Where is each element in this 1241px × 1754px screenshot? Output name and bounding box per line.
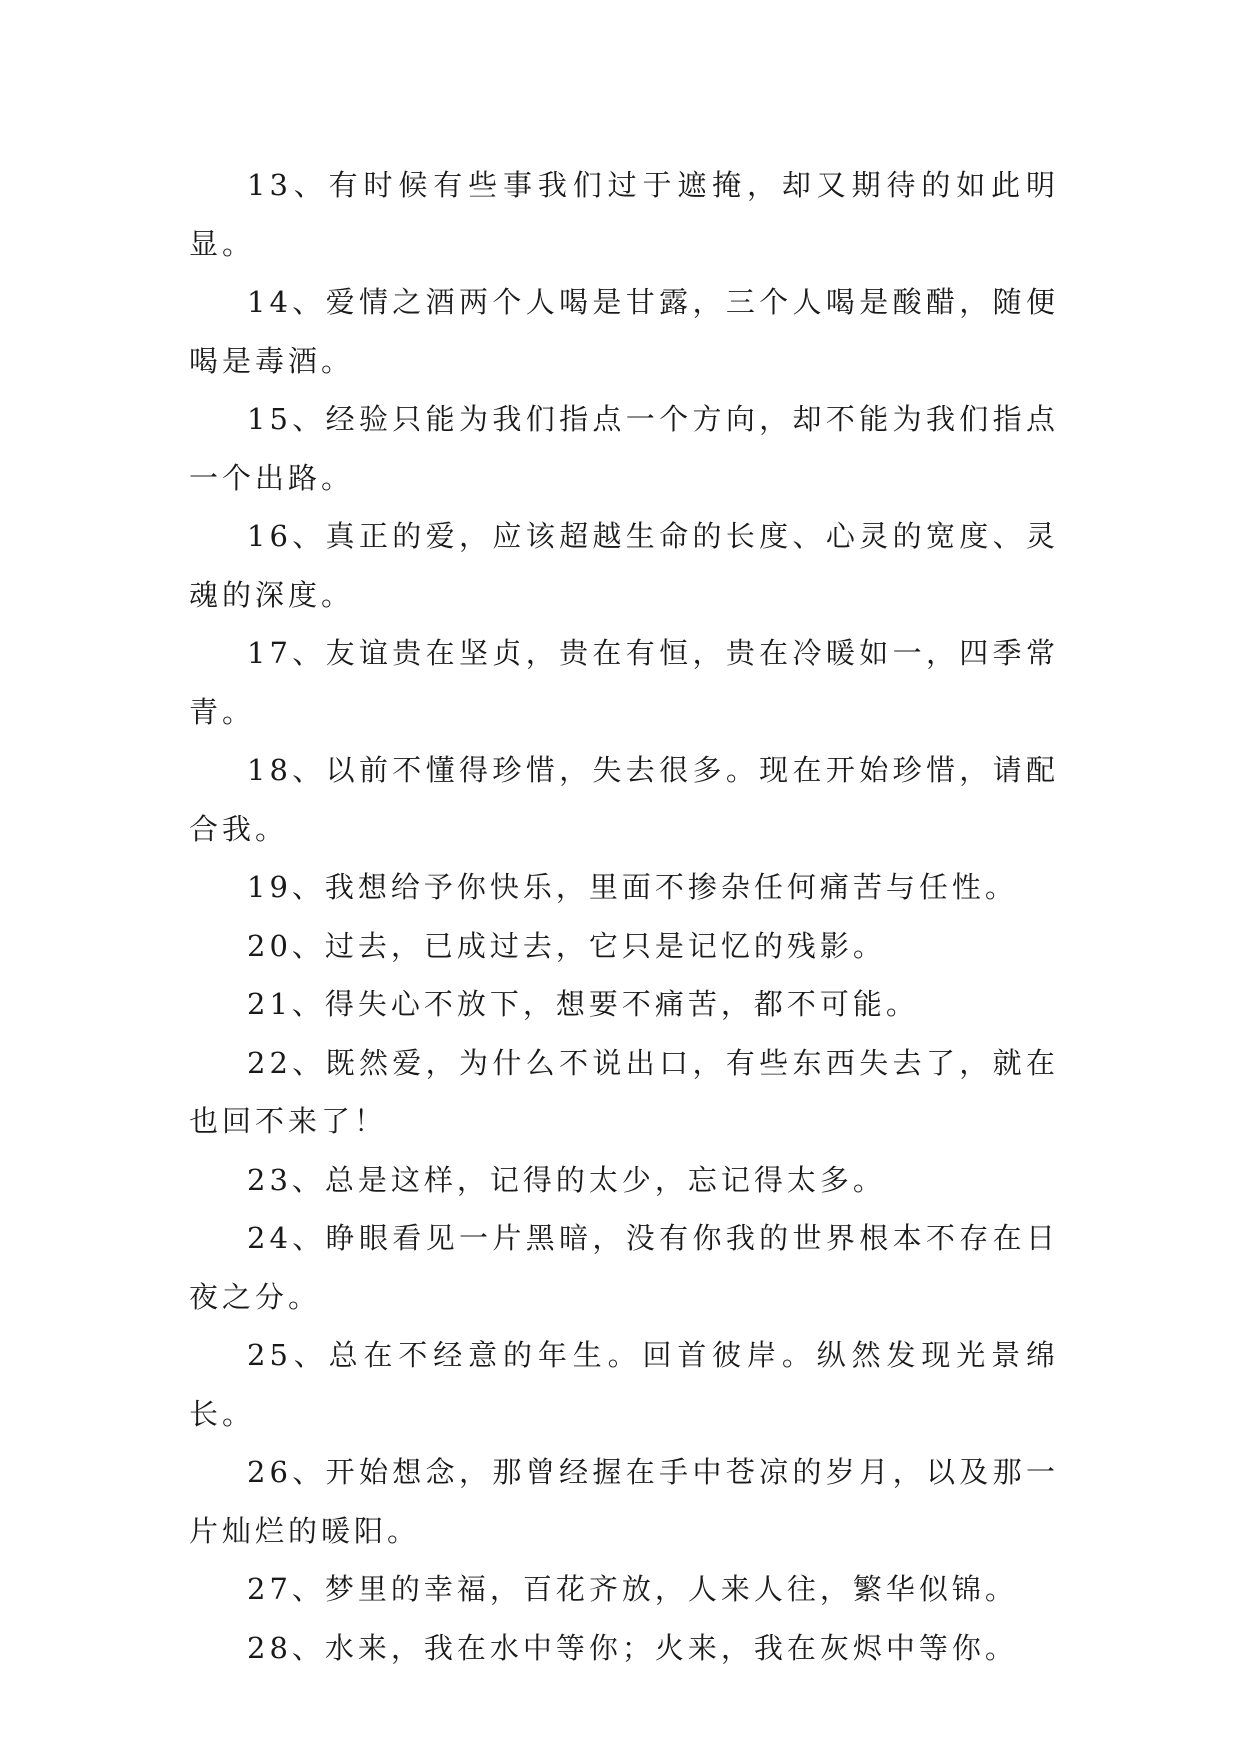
paragraph-16: 16、真正的爱，应该超越生命的长度、心灵的宽度、灵魂的深度。 <box>189 519 1059 612</box>
paragraph-21: 21、得失心不放下，想要不痛苦，都不可能。 <box>247 987 919 1021</box>
document-body <box>189 156 1059 1677</box>
paragraph-27: 27、梦里的幸福，百花齐放，人来人往，繁华似锦。 <box>247 1572 1018 1606</box>
paragraph-13: 13、有时候有些事我们过于遮掩，却又期待的如此明显。 <box>189 168 1059 261</box>
paragraph-19: 19、我想给予你快乐，里面不掺杂任何痛苦与任性。 <box>247 870 1018 904</box>
paragraph-18: 18、以前不懂得珍惜，失去很多。现在开始珍惜，请配合我。 <box>189 753 1059 846</box>
paragraph-28: 28、水来，我在水中等你；火来，我在灰烬中等你。 <box>247 1630 1018 1665</box>
paragraph-24: 24、睁眼看见一片黑暗，没有你我的世界根本不存在日夜之分。 <box>189 1221 1059 1314</box>
paragraph-25: 25、总在不经意的年生。回首彼岸。纵然发现光景绵长。 <box>189 1338 1059 1431</box>
paragraph-15: 15、经验只能为我们指点一个方向，却不能为我们指点一个出路。 <box>189 402 1059 495</box>
paragraph-22: 22、既然爱，为什么不说出口，有些东西失去了，就在也回不来了！ <box>189 1045 1059 1138</box>
paragraph-23: 23、总是这样，记得的太少，忘记得太多。 <box>247 1162 886 1197</box>
paragraph-17: 17、友谊贵在坚贞，贵在有恒，贵在冷暖如一，四季常青。 <box>189 636 1059 729</box>
paragraph-20: 20、过去，已成过去，它只是记忆的残影。 <box>247 928 886 963</box>
paragraph-26: 26、开始想念，那曾经握在手中苍凉的岁月，以及那一片灿烂的暖阳。 <box>189 1455 1059 1548</box>
paragraph-14: 14、爱情之酒两个人喝是甘露，三个人喝是酸醋，随便喝是毒酒。 <box>189 285 1059 378</box>
